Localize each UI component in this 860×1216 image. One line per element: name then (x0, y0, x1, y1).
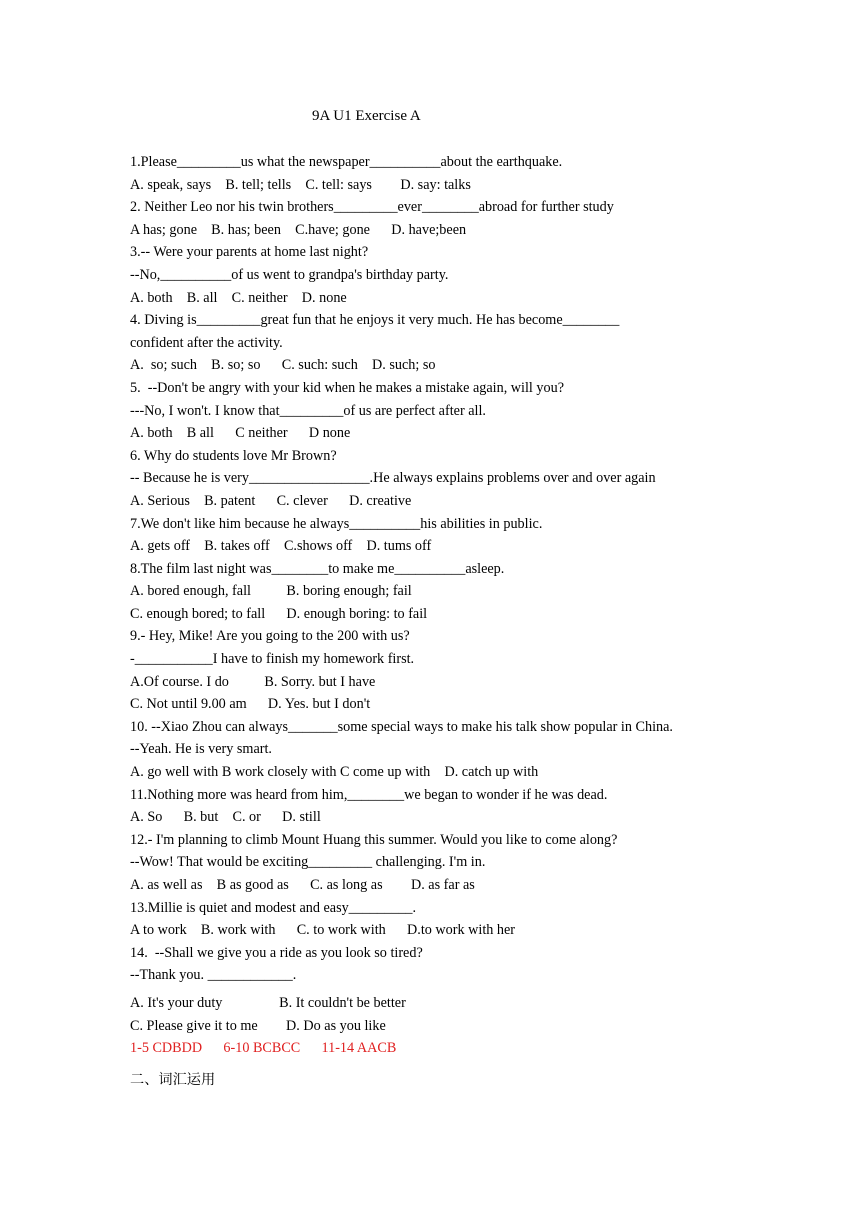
text-line: --Wow! That would be exciting_________ challenging. I'm in. (130, 854, 486, 871)
text-line: A. gets off B. takes off C.shows off D. tums off (130, 538, 432, 555)
exercise-body (130, 151, 830, 987)
text-line: --Yeah. He is very smart. (130, 741, 272, 758)
text-line: C. Not until 9.00 am D. Yes. but I don't (130, 696, 371, 713)
text-line: A to work B. work with C. to work with D.to work with her (130, 922, 516, 939)
text-line: A. It's your duty B. It couldn't be better (130, 995, 406, 1011)
text-line: 10. --Xiao Zhou can always_______some special ways to make his talk show popular in China. (130, 718, 673, 735)
text-line: A.Of course. I do B. Sorry. but I have (130, 673, 376, 690)
text-line: ---No, I won't. I know that_________of us are perfect after all. (130, 402, 486, 419)
text-line: 6. Why do students love Mr Brown? (130, 447, 337, 464)
question-14-options (130, 992, 830, 1037)
text-line: C. Please give it to me D. Do as you like (130, 1017, 386, 1034)
text-line: --Thank you. ____________. (130, 967, 297, 984)
text-line: 8.The film last night was________to make me__________asleep. (130, 560, 505, 577)
text-line: 11.Nothing more was heard from him,________we began to wonder if he was dead. (130, 786, 608, 803)
text-line: A. So B. but C. or D. still (130, 809, 321, 826)
text-line: 13.Millie is quiet and modest and easy_________. (130, 899, 417, 916)
text-line: -___________I have to finish my homework first. (130, 651, 415, 668)
answer-key: 1-5 CDBDD 6-10 BCBCC 11-14 AACB (130, 1040, 397, 1056)
text-line: 1.Please_________us what the newspaper__________about the earthquake. (130, 154, 563, 170)
text-line: C. enough bored; to fall D. enough boring: to fail (130, 605, 428, 622)
text-line: 3.-- Were your parents at home last night? (130, 244, 369, 261)
text-line: A. both B. all C. neither D. none (130, 289, 347, 306)
text-line: 9.- Hey, Mike! Are you going to the 200 with us? (130, 628, 410, 645)
text-line: A. Serious B. patent C. clever D. creative (130, 492, 412, 509)
text-line: A. both B all C neither D none (130, 425, 351, 442)
text-line: 5. --Don't be angry with your kid when he makes a mistake again, will you? (130, 379, 564, 396)
text-line: A has; gone B. has; been C.have; gone D. have;been (130, 221, 467, 238)
text-line: A. speak, says B. tell; tells C. tell: says D. say: talks (130, 176, 471, 193)
text-line: confident after the activity. (130, 334, 283, 351)
text-line: A. bored enough, fall B. boring enough; fail (130, 583, 412, 600)
text-line: -- Because he is very_________________.He always explains problems over and over again (130, 470, 656, 487)
text-line: A. go well with B work closely with C come up with D. catch up with (130, 764, 539, 781)
text-line: A. so; such B. so; so C. such: such D. such; so (130, 357, 436, 374)
text-line: 14. --Shall we give you a ride as you look so tired? (130, 944, 423, 961)
text-line: 12.- I'm planning to climb Mount Huang this summer. Would you like to come along? (130, 831, 618, 848)
text-line: A. as well as B as good as C. as long as D. as far as (130, 877, 475, 893)
text-line: 2. Neither Leo nor his twin brothers_________ever________abroad for further study (130, 199, 614, 216)
text-line: --No,__________of us went to grandpa's birthday party. (130, 266, 449, 283)
section-heading: 二、词汇运用 (130, 1072, 216, 1088)
text-line: 4. Diving is_________great fun that he enjoys it very much. He has become________ (130, 312, 620, 329)
page-title: 9A U1 Exercise A (312, 108, 421, 124)
text-line: 7.We don't like him because he always__________his abilities in public. (130, 515, 543, 532)
